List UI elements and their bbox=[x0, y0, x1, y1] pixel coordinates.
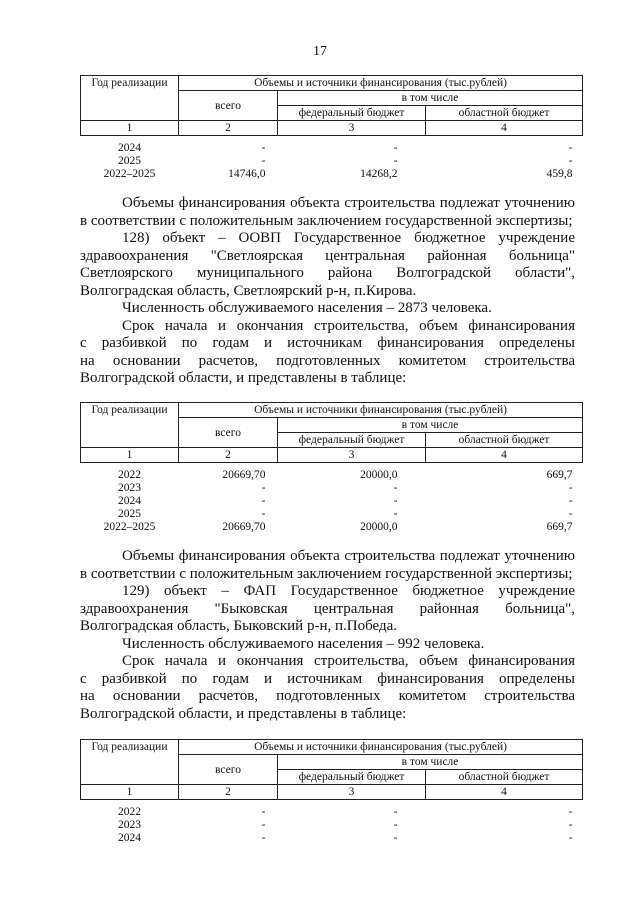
funding-note-cont: в соответствии с положительным заключением государственной экспертизы; bbox=[80, 565, 573, 582]
federal-cell: 20000,0 bbox=[360, 469, 398, 481]
column-number: 2 bbox=[179, 448, 278, 463]
total-cell: - bbox=[261, 155, 266, 167]
column-number: 1 bbox=[81, 448, 179, 463]
total-header: всего bbox=[179, 91, 278, 121]
table-row bbox=[81, 495, 583, 508]
year-cell: 2025 bbox=[118, 508, 141, 520]
population-line: Численность обслуживаемого населения – 2873 человека. bbox=[122, 300, 492, 316]
regional-cell: - bbox=[568, 508, 573, 520]
year-header: Год реализации bbox=[81, 403, 179, 448]
funding-note-cont: в соответствии с положительным заключением государственной экспертизы; bbox=[80, 212, 573, 229]
total-cell: - bbox=[261, 142, 266, 154]
federal-cell: - bbox=[393, 155, 398, 167]
terms-text: Срок начала и окончания строительства, объем финансирования bbox=[122, 317, 575, 334]
table-row bbox=[81, 819, 583, 832]
funding-table-2 bbox=[80, 402, 583, 534]
federal-cell: - bbox=[393, 495, 398, 507]
funding-note: Объемы финансирования объекта строительства подлежат уточнению bbox=[122, 195, 575, 211]
year-header: Год реализации bbox=[81, 76, 179, 121]
column-number: 3 bbox=[278, 785, 426, 800]
total-cell: 14746,0 bbox=[228, 168, 266, 180]
terms-text-end: Волгоградской области, и представлены в таблице: bbox=[80, 370, 407, 386]
funding-header: Объемы и источники финансирования (тыс.рублей) bbox=[179, 403, 583, 418]
table-row bbox=[81, 168, 583, 181]
table-row bbox=[81, 142, 583, 155]
regional-cell: 669,7 bbox=[546, 521, 573, 533]
table-row bbox=[81, 521, 583, 534]
column-number: 2 bbox=[179, 121, 278, 136]
table-row bbox=[81, 469, 583, 482]
regional-cell: - bbox=[568, 819, 573, 831]
terms-text-cont: с разбивкой по годам и источникам финансирования определены bbox=[80, 670, 575, 687]
total-cell: - bbox=[261, 508, 266, 520]
year-cell: 2022–2025 bbox=[103, 168, 156, 180]
year-cell: 2025 bbox=[118, 155, 141, 167]
total-header: всего bbox=[179, 755, 278, 785]
text-section-129 bbox=[80, 548, 575, 723]
total-cell: 20669,70 bbox=[222, 469, 266, 481]
funding-header: Объемы и источники финансирования (тыс.рублей) bbox=[179, 76, 583, 91]
page-number: 17 bbox=[313, 44, 327, 59]
regional-header: областной бюджет bbox=[426, 106, 583, 121]
funding-table-1 bbox=[80, 75, 583, 181]
column-number: 1 bbox=[81, 785, 179, 800]
column-number: 1 bbox=[81, 121, 179, 136]
funding-header: Объемы и источники финансирования (тыс.рублей) bbox=[179, 740, 583, 755]
table-row bbox=[81, 832, 583, 845]
column-number: 4 bbox=[426, 121, 583, 136]
total-cell: - bbox=[261, 495, 266, 507]
including-header: в том числе bbox=[278, 418, 583, 433]
column-number: 4 bbox=[426, 785, 583, 800]
funding-note: Объемы финансирования объекта строительства подлежат уточнению bbox=[122, 548, 575, 564]
terms-text-cont: с разбивкой по годам и источникам финансирования определены bbox=[80, 335, 575, 351]
federal-header: федеральный бюджет bbox=[278, 770, 426, 785]
year-cell: 2024 bbox=[118, 495, 141, 507]
year-cell: 2022 bbox=[118, 806, 141, 818]
text-section-128 bbox=[80, 195, 575, 388]
federal-cell: - bbox=[393, 819, 398, 831]
federal-cell: - bbox=[393, 142, 398, 154]
year-cell: 2024 bbox=[118, 832, 141, 844]
regional-cell: - bbox=[568, 482, 573, 494]
total-cell: 20669,70 bbox=[222, 521, 266, 533]
funding-table-3 bbox=[80, 739, 583, 845]
total-cell: - bbox=[261, 806, 266, 818]
table-row bbox=[81, 482, 583, 495]
terms-text-cont: на основании расчетов, подготовленных комитетом строительства bbox=[80, 688, 575, 704]
table-row bbox=[81, 508, 583, 521]
including-header: в том числе bbox=[278, 91, 583, 106]
object-description-cont: Светлоярского муниципального района Волгоградской области", bbox=[80, 265, 575, 281]
regional-cell: - bbox=[568, 155, 573, 167]
object-description: 128) объект – ООВП Государственное бюджетное учреждение bbox=[122, 230, 575, 246]
year-cell: 2022–2025 bbox=[103, 521, 156, 533]
federal-cell: - bbox=[393, 482, 398, 494]
column-number: 4 bbox=[426, 448, 583, 463]
regional-cell: - bbox=[568, 806, 573, 818]
federal-cell: - bbox=[393, 508, 398, 520]
column-number: 2 bbox=[179, 785, 278, 800]
object-description-cont: здравоохранения "Быковская центральная районная больница", bbox=[80, 600, 575, 617]
total-cell: - bbox=[261, 819, 266, 831]
regional-cell: - bbox=[568, 832, 573, 844]
regional-cell: - bbox=[568, 495, 573, 507]
terms-text-end: Волгоградской области, и представлены в таблице: bbox=[80, 705, 407, 722]
regional-cell: 459,8 bbox=[546, 168, 573, 180]
year-cell: 2022 bbox=[118, 469, 141, 481]
table-row bbox=[81, 806, 583, 819]
object-address: Волгоградская область, Быковский р-н, п.Победа. bbox=[80, 618, 398, 634]
regional-cell: 669,7 bbox=[546, 469, 573, 481]
year-header: Год реализации bbox=[81, 740, 179, 785]
federal-cell: - bbox=[393, 806, 398, 818]
federal-header: федеральный бюджет bbox=[278, 433, 426, 448]
including-header: в том числе bbox=[278, 755, 583, 770]
column-number: 3 bbox=[278, 448, 426, 463]
regional-header: областной бюджет bbox=[426, 770, 583, 785]
year-cell: 2023 bbox=[118, 482, 141, 494]
regional-cell: - bbox=[568, 142, 573, 154]
object-description-cont: здравоохранения "Светлоярская центральная районная больница" bbox=[80, 247, 575, 264]
federal-cell: 14268,2 bbox=[360, 168, 398, 180]
total-cell: - bbox=[261, 832, 266, 844]
total-header: всего bbox=[179, 418, 278, 448]
column-number: 3 bbox=[278, 121, 426, 136]
object-address: Волгоградская область, Светлоярский р-н, п.Кирова. bbox=[80, 282, 417, 299]
table-row bbox=[81, 155, 583, 168]
object-description: 129) объект – ФАП Государственное бюджетное учреждение bbox=[122, 583, 575, 599]
federal-cell: - bbox=[393, 832, 398, 844]
year-cell: 2023 bbox=[118, 819, 141, 831]
regional-header: областной бюджет bbox=[426, 433, 583, 448]
total-cell: - bbox=[261, 482, 266, 494]
population-line: Численность обслуживаемого населения – 992 человека. bbox=[122, 635, 485, 652]
year-cell: 2024 bbox=[118, 142, 141, 154]
federal-cell: 20000,0 bbox=[360, 521, 398, 533]
federal-header: федеральный бюджет bbox=[278, 106, 426, 121]
terms-text: Срок начала и окончания строительства, объем финансирования bbox=[122, 653, 575, 669]
terms-text-cont: на основании расчетов, подготовленных комитетом строительства bbox=[80, 352, 575, 369]
